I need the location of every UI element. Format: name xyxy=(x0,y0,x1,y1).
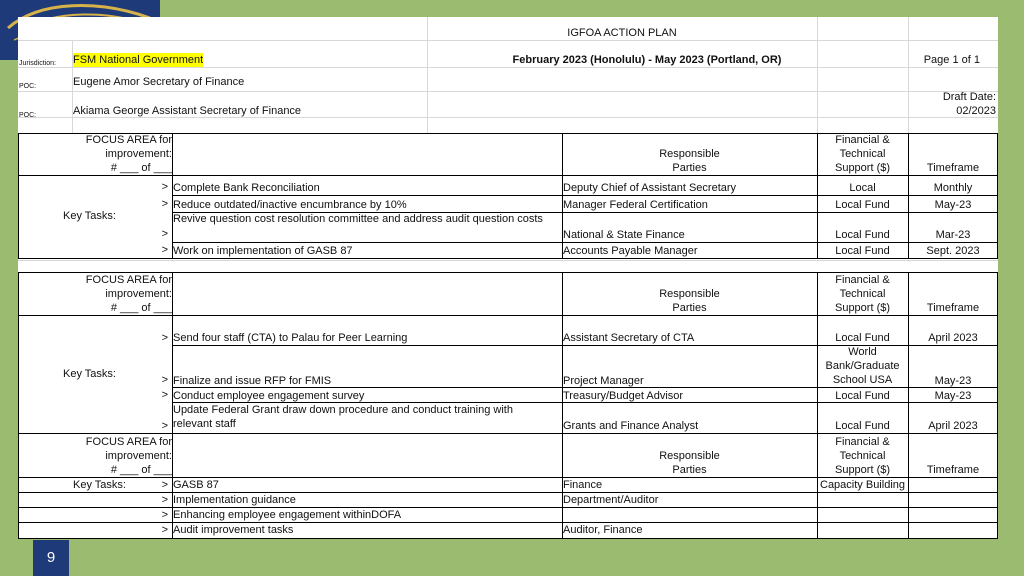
poc-2: Akiama George Assistant Secretary of Finance xyxy=(73,105,302,117)
party-cell: Assistant Secretary of CTA xyxy=(563,332,695,344)
party-cell: Department/Auditor xyxy=(563,494,659,506)
support-cell: Local Fund xyxy=(835,199,890,211)
support-header: Technical xyxy=(839,450,886,462)
focus-area-header: FOCUS AREA for xyxy=(85,436,172,448)
responsible-header: Responsible xyxy=(659,148,720,160)
draft-date-label: Draft Date: xyxy=(942,91,996,103)
timeframe-cell: May-23 xyxy=(934,199,972,211)
support-cell: Local Fund xyxy=(835,332,890,344)
focus-area-header: # ___ of ___ xyxy=(110,162,172,174)
focus-area-header: improvement: xyxy=(105,288,172,300)
row-arrow: > xyxy=(161,244,168,256)
support-cell: Local xyxy=(849,182,876,194)
party-cell: National & State Finance xyxy=(563,229,685,241)
task-cell: Update Federal Grant draw down procedure and conduct training with xyxy=(173,404,513,416)
timeframe-cell: May-23 xyxy=(934,375,972,387)
party-cell: Auditor, Finance xyxy=(563,524,643,536)
task-cell: Complete Bank Reconciliation xyxy=(173,182,320,194)
support-cell: Local Fund xyxy=(835,420,890,432)
support-header: Support ($) xyxy=(834,302,891,314)
support-cell: World xyxy=(848,346,877,358)
row-arrow: > xyxy=(161,228,168,240)
support-header: Technical xyxy=(839,288,886,300)
responsible-header: Parties xyxy=(672,464,707,476)
support-header: Support ($) xyxy=(834,162,891,174)
slide-number: 9 xyxy=(33,540,69,576)
focus-area-header: # ___ of ___ xyxy=(110,302,172,314)
support-header: Financial & xyxy=(835,134,890,146)
key-tasks-label: Key Tasks: xyxy=(63,210,116,222)
task-cell: Work on implementation of GASB 87 xyxy=(173,245,353,257)
responsible-header: Parties xyxy=(672,162,707,174)
support-header: Financial & xyxy=(835,436,890,448)
support-cell: Local Fund xyxy=(835,229,890,241)
support-cell: Local Fund xyxy=(835,245,890,257)
row-arrow: > xyxy=(161,374,168,386)
support-header: Financial & xyxy=(835,274,890,286)
support-cell: Bank/Graduate xyxy=(825,360,900,372)
task-cell: Revive question cost resolution committee and address audit question costs xyxy=(173,213,543,225)
timeframe-cell: April 2023 xyxy=(928,420,978,432)
party-cell: Grants and Finance Analyst xyxy=(563,420,699,432)
task-cell: relevant staff xyxy=(173,418,236,430)
task-cell: Reduce outdated/inactive encumbrance by 10% xyxy=(173,199,407,211)
responsible-header: Responsible xyxy=(659,288,720,300)
focus-area-header: improvement: xyxy=(105,148,172,160)
row-arrow: > xyxy=(161,479,168,491)
key-tasks-label: Key Tasks: xyxy=(73,479,126,491)
party-cell: Project Manager xyxy=(563,375,644,387)
row-arrow: > xyxy=(161,524,168,536)
focus-area-header: # ___ of ___ xyxy=(110,464,172,476)
plan-dates: February 2023 (Honolulu) - May 2023 (Portland, OR) xyxy=(512,54,782,66)
focus-area-header: FOCUS AREA for xyxy=(85,274,172,286)
timeframe-cell: Monthly xyxy=(933,182,973,194)
support-cell: School USA xyxy=(832,374,893,386)
task-cell: Send four staff (CTA) to Palau for Peer Learning xyxy=(173,332,408,344)
support-header: Support ($) xyxy=(834,464,891,476)
poc-1: Eugene Amor Secretary of Finance xyxy=(73,76,245,88)
support-cell: Local Fund xyxy=(835,390,890,402)
support-header: Technical xyxy=(839,148,886,160)
task-cell: Conduct employee engagement survey xyxy=(173,390,365,402)
party-cell: Deputy Chief of Assistant Secretary xyxy=(563,182,737,194)
party-cell: Accounts Payable Manager xyxy=(563,245,698,257)
task-cell: Implementation guidance xyxy=(173,494,296,506)
responsible-header: Parties xyxy=(672,302,707,314)
responsible-header: Responsible xyxy=(659,450,720,462)
draft-date-value: 02/2023 xyxy=(956,105,996,117)
support-cell: Capacity Building xyxy=(820,479,905,491)
party-cell: Manager Federal Certification xyxy=(563,199,708,211)
action-plan-sheet xyxy=(18,17,998,539)
timeframe-header: Timeframe xyxy=(926,302,980,314)
task-cell: GASB 87 xyxy=(173,479,219,491)
row-arrow: > xyxy=(161,198,168,210)
poc-label-1: POC: xyxy=(19,83,37,90)
timeframe-cell: Mar-23 xyxy=(935,229,971,241)
page-indicator: Page 1 of 1 xyxy=(923,54,980,66)
poc-label-2: POC: xyxy=(19,112,37,119)
jurisdiction-value: FSM National Government xyxy=(73,54,204,66)
timeframe-cell: April 2023 xyxy=(928,332,978,344)
page-title: IGFOA ACTION PLAN xyxy=(567,27,677,39)
focus-area-header: improvement: xyxy=(105,450,172,462)
row-arrow: > xyxy=(161,181,168,193)
row-arrow: > xyxy=(161,332,168,344)
key-tasks-label: Key Tasks: xyxy=(63,368,116,380)
timeframe-header: Timeframe xyxy=(926,464,980,476)
row-arrow: > xyxy=(161,494,168,506)
jurisdiction-label: Jurisdiction: xyxy=(19,60,56,67)
row-arrow: > xyxy=(161,389,168,401)
task-cell: Audit improvement tasks xyxy=(173,524,294,536)
timeframe-cell: Sept. 2023 xyxy=(926,245,980,257)
row-arrow: > xyxy=(161,420,168,432)
party-cell: Treasury/Budget Advisor xyxy=(563,390,684,402)
timeframe-header: Timeframe xyxy=(926,162,980,174)
row-arrow: > xyxy=(161,509,168,521)
task-cell: Enhancing employee engagement withinDOFA xyxy=(173,509,402,521)
focus-area-header: FOCUS AREA for xyxy=(85,134,172,146)
party-cell: Finance xyxy=(563,479,603,491)
task-cell: Finalize and issue RFP for FMIS xyxy=(173,375,332,387)
timeframe-cell: May-23 xyxy=(934,390,972,402)
